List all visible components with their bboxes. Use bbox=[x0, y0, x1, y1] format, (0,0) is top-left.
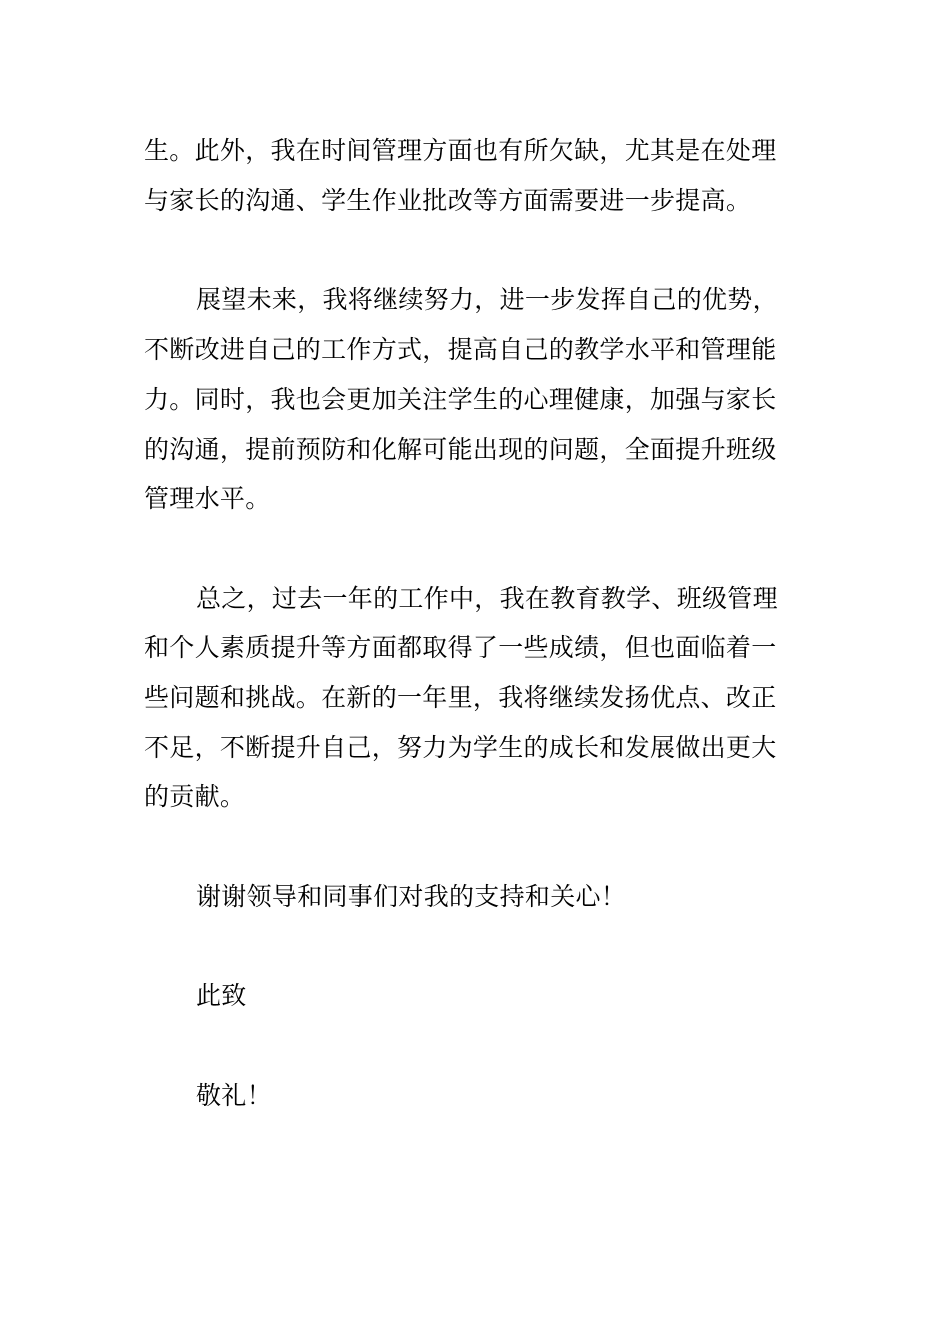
paragraph-future-line-4: 的沟通，提前预防和化解可能出现的问题，全面提升班级 bbox=[144, 435, 777, 464]
paragraph-summary-line-1: 总之，过去一年的工作中，我在教育教学、班级管理 bbox=[196, 584, 778, 613]
paragraph-future-line-5: 管理水平。 bbox=[144, 484, 271, 513]
paragraph-summary-line-2: 和个人素质提升等方面都取得了一些成绩，但也面临着一 bbox=[144, 633, 777, 662]
paragraph-summary-line-5: 的贡献。 bbox=[144, 782, 246, 811]
thanks-line: 谢谢领导和同事们对我的支持和关心！ bbox=[196, 882, 627, 911]
closing-regards: 敬礼！ bbox=[196, 1081, 272, 1110]
paragraph-summary-line-3: 些问题和挑战。在新的一年里，我将继续发扬优点、改正 bbox=[144, 683, 777, 712]
paragraph-future-line-1: 展望未来，我将继续努力，进一步发挥自己的优势， bbox=[196, 285, 778, 314]
paragraph-continuation-line-1: 生。此外，我在时间管理方面也有所欠缺，尤其是在处理 bbox=[144, 136, 777, 165]
paragraph-summary-line-4: 不足，不断提升自己，努力为学生的成长和发展做出更大 bbox=[144, 733, 777, 762]
closing-salutation: 此致 bbox=[196, 981, 247, 1010]
paragraph-future-line-3: 力。同时，我也会更加关注学生的心理健康，加强与家长 bbox=[144, 385, 777, 414]
paragraph-continuation-line-2: 与家长的沟通、学生作业批改等方面需要进一步提高。 bbox=[144, 186, 752, 215]
paragraph-future-line-2: 不断改进自己的工作方式，提高自己的教学水平和管理能 bbox=[144, 335, 777, 364]
